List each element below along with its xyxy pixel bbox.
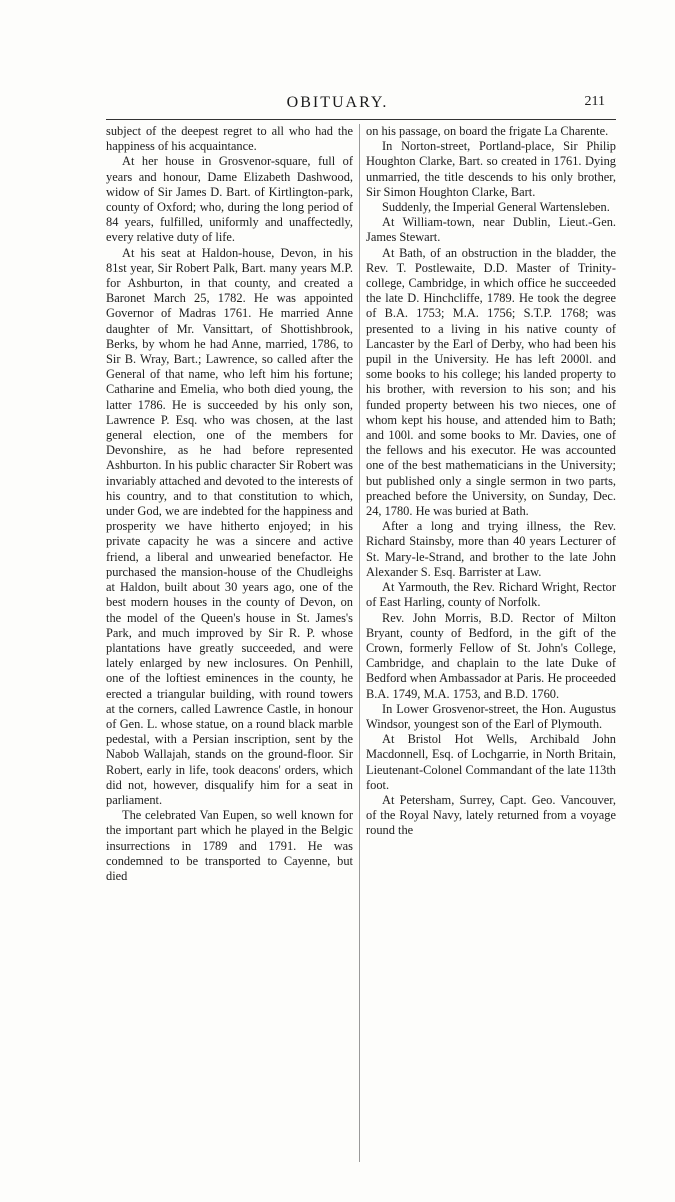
right-paragraph: Suddenly, the Imperial General Wartensleben.	[382, 200, 610, 215]
right-paragraph: After a long and trying illness, the Rev. Richard Stainsby, more than 40 years Lecturer of St. Mary-le-Strand, and brother to the late John Alexander S. Esq. Barrister at Law.	[366, 519, 616, 579]
running-head	[0, 92, 675, 116]
left-paragraph: At his seat at Haldon-house, Devon, in his 81st year, Sir Robert Palk, Bart. many years M.P. for Ashburton, in that county, and created a Baronet March 25, 1782. He was appointed Governor of Madras 1761. He married Anne daughter of Mr. Vansittart, of Shottishbrook, Berks, by whom he had Anne, married, 1786, to Sir B. Wray, Bart.; Lawrence, so called after the General of that name, who left him his fortune; Catharine and Emelia, who both died young, the latter 1786. He is succeeded by his only son, Lawrence P. Esq. who was chosen, at the last general election, one of the members for Devonshire, as he had before represented Ashburton. In his public character Sir Robert was invariably attached and devoted to the interests of his country, and to that constitution to which, under God, we are indebted for the happiness and prosperity we have hitherto enjoyed; in his private capacity he was a sincere and active friend, a liberal and unwearied benefactor. He purchased the mansion-house of the Chudleighs at Haldon, built about 30 years ago, one of the best modern houses in the county of Devon, on the model of the Queen's house in St. James's Park, and much improved by Sir R. P. whose plantations have greatly succeeded, and were lately enlarged by new inclosures. On Penhill, one of the loftiest eminences in the county, he erected a triangular building, with round towers at the corners, called Lawrence Castle, in honour of Gen. L. whose statue, on a round black marble pedestal, with a Persian inscription, sent by the Nabob Wallajah, stands on the ground-floor. Sir Robert, early in life, took deacons' orders, which did not, however, disqualify him for a seat in parliament.	[106, 245, 353, 807]
right-paragraph: At Bristol Hot Wells, Archibald John Macdonnell, Esq. of Lochgarrie, in North Britain, Lieutenant-Colonel Commandant of the late 113th foot.	[366, 732, 616, 792]
right-paragraph: At William-town, near Dublin, Lieut.-Gen. James Stewart.	[366, 215, 616, 245]
right-paragraph: At Bath, of an obstruction in the bladder, the Rev. T. Postlewaite, D.D. Master of Trinity-college, Cambridge, in which office he succeeded the late D. Hinchcliffe, 1789. He took the degree of B.A. 1753; M.A. 1756; S.T.P. 1768; was presented to a living in his native county of Lancaster by the Earl of Derby, who had been his pupil in the University. He has left 2000l. and some books to his college; his landed property to his brother, with reversion to his son; and his funded property between his two nieces, one of whom kept his house, and attended him to Bath; and 100l. and some books to Mr. Davies, one of the fellows and his executor. He was accounted one of the best mathematicians in the University; but published only a single sermon in two parts, preached before the University, on Sunday, Dec. 24, 1780. He was buried at Bath.	[366, 245, 616, 519]
right-paragraph: At Petersham, Surrey, Capt. Geo. Vancouver, of the Royal Navy, lately returned from a voyage round the	[366, 792, 616, 838]
left-column	[106, 124, 353, 884]
left-paragraph: At her house in Grosvenor-square, full of years and honour, Dame Elizabeth Dashwood, widow of Sir James D. Bart. of Kirtlington-park, county of Oxford; who, during the long period of 84 years, fulfilled, uniformly and unaffectedly, every relative duty of life.	[106, 154, 353, 245]
right-paragraph: At Yarmouth, the Rev. Richard Wright, Rector of East Harling, county of Norfolk.	[366, 580, 616, 610]
header-rule	[106, 119, 616, 120]
right-column	[366, 124, 616, 839]
right-paragraph: In Norton-street, Portland-place, Sir Philip Houghton Clarke, Bart. so created in 1761. Dying unmarried, the title descends to his only brother, Sir Simon Houghton Clarke, Bart.	[366, 139, 616, 199]
page-title: OBITUARY.	[286, 94, 389, 111]
right-paragraph: Rev. John Morris, B.D. Rector of Milton Bryant, county of Bedford, in the gift of the Crown, formerly Fellow of St. John's College, Cambridge, and chaplain to the late Duke of Bedford when Ambassador at Paris. He proceeded B.A. 1749, M.A. 1753, and B.D. 1760.	[366, 610, 616, 701]
page-number: 211	[584, 94, 605, 109]
column-divider	[359, 124, 360, 1162]
left-paragraph: The celebrated Van Eupen, so well known for the important part which he played in the Belgic insurrections in 1789 and 1791. He was condemned to be transported to Cayenne, but died	[106, 808, 353, 883]
left-paragraph: subject of the deepest regret to all who had the happiness of his acquaintance.	[106, 124, 353, 154]
right-paragraph: In Lower Grosvenor-street, the Hon. Augustus Windsor, youngest son of the Earl of Plymouth.	[366, 701, 616, 731]
right-paragraph: on his passage, on board the frigate La Charente.	[366, 124, 609, 138]
